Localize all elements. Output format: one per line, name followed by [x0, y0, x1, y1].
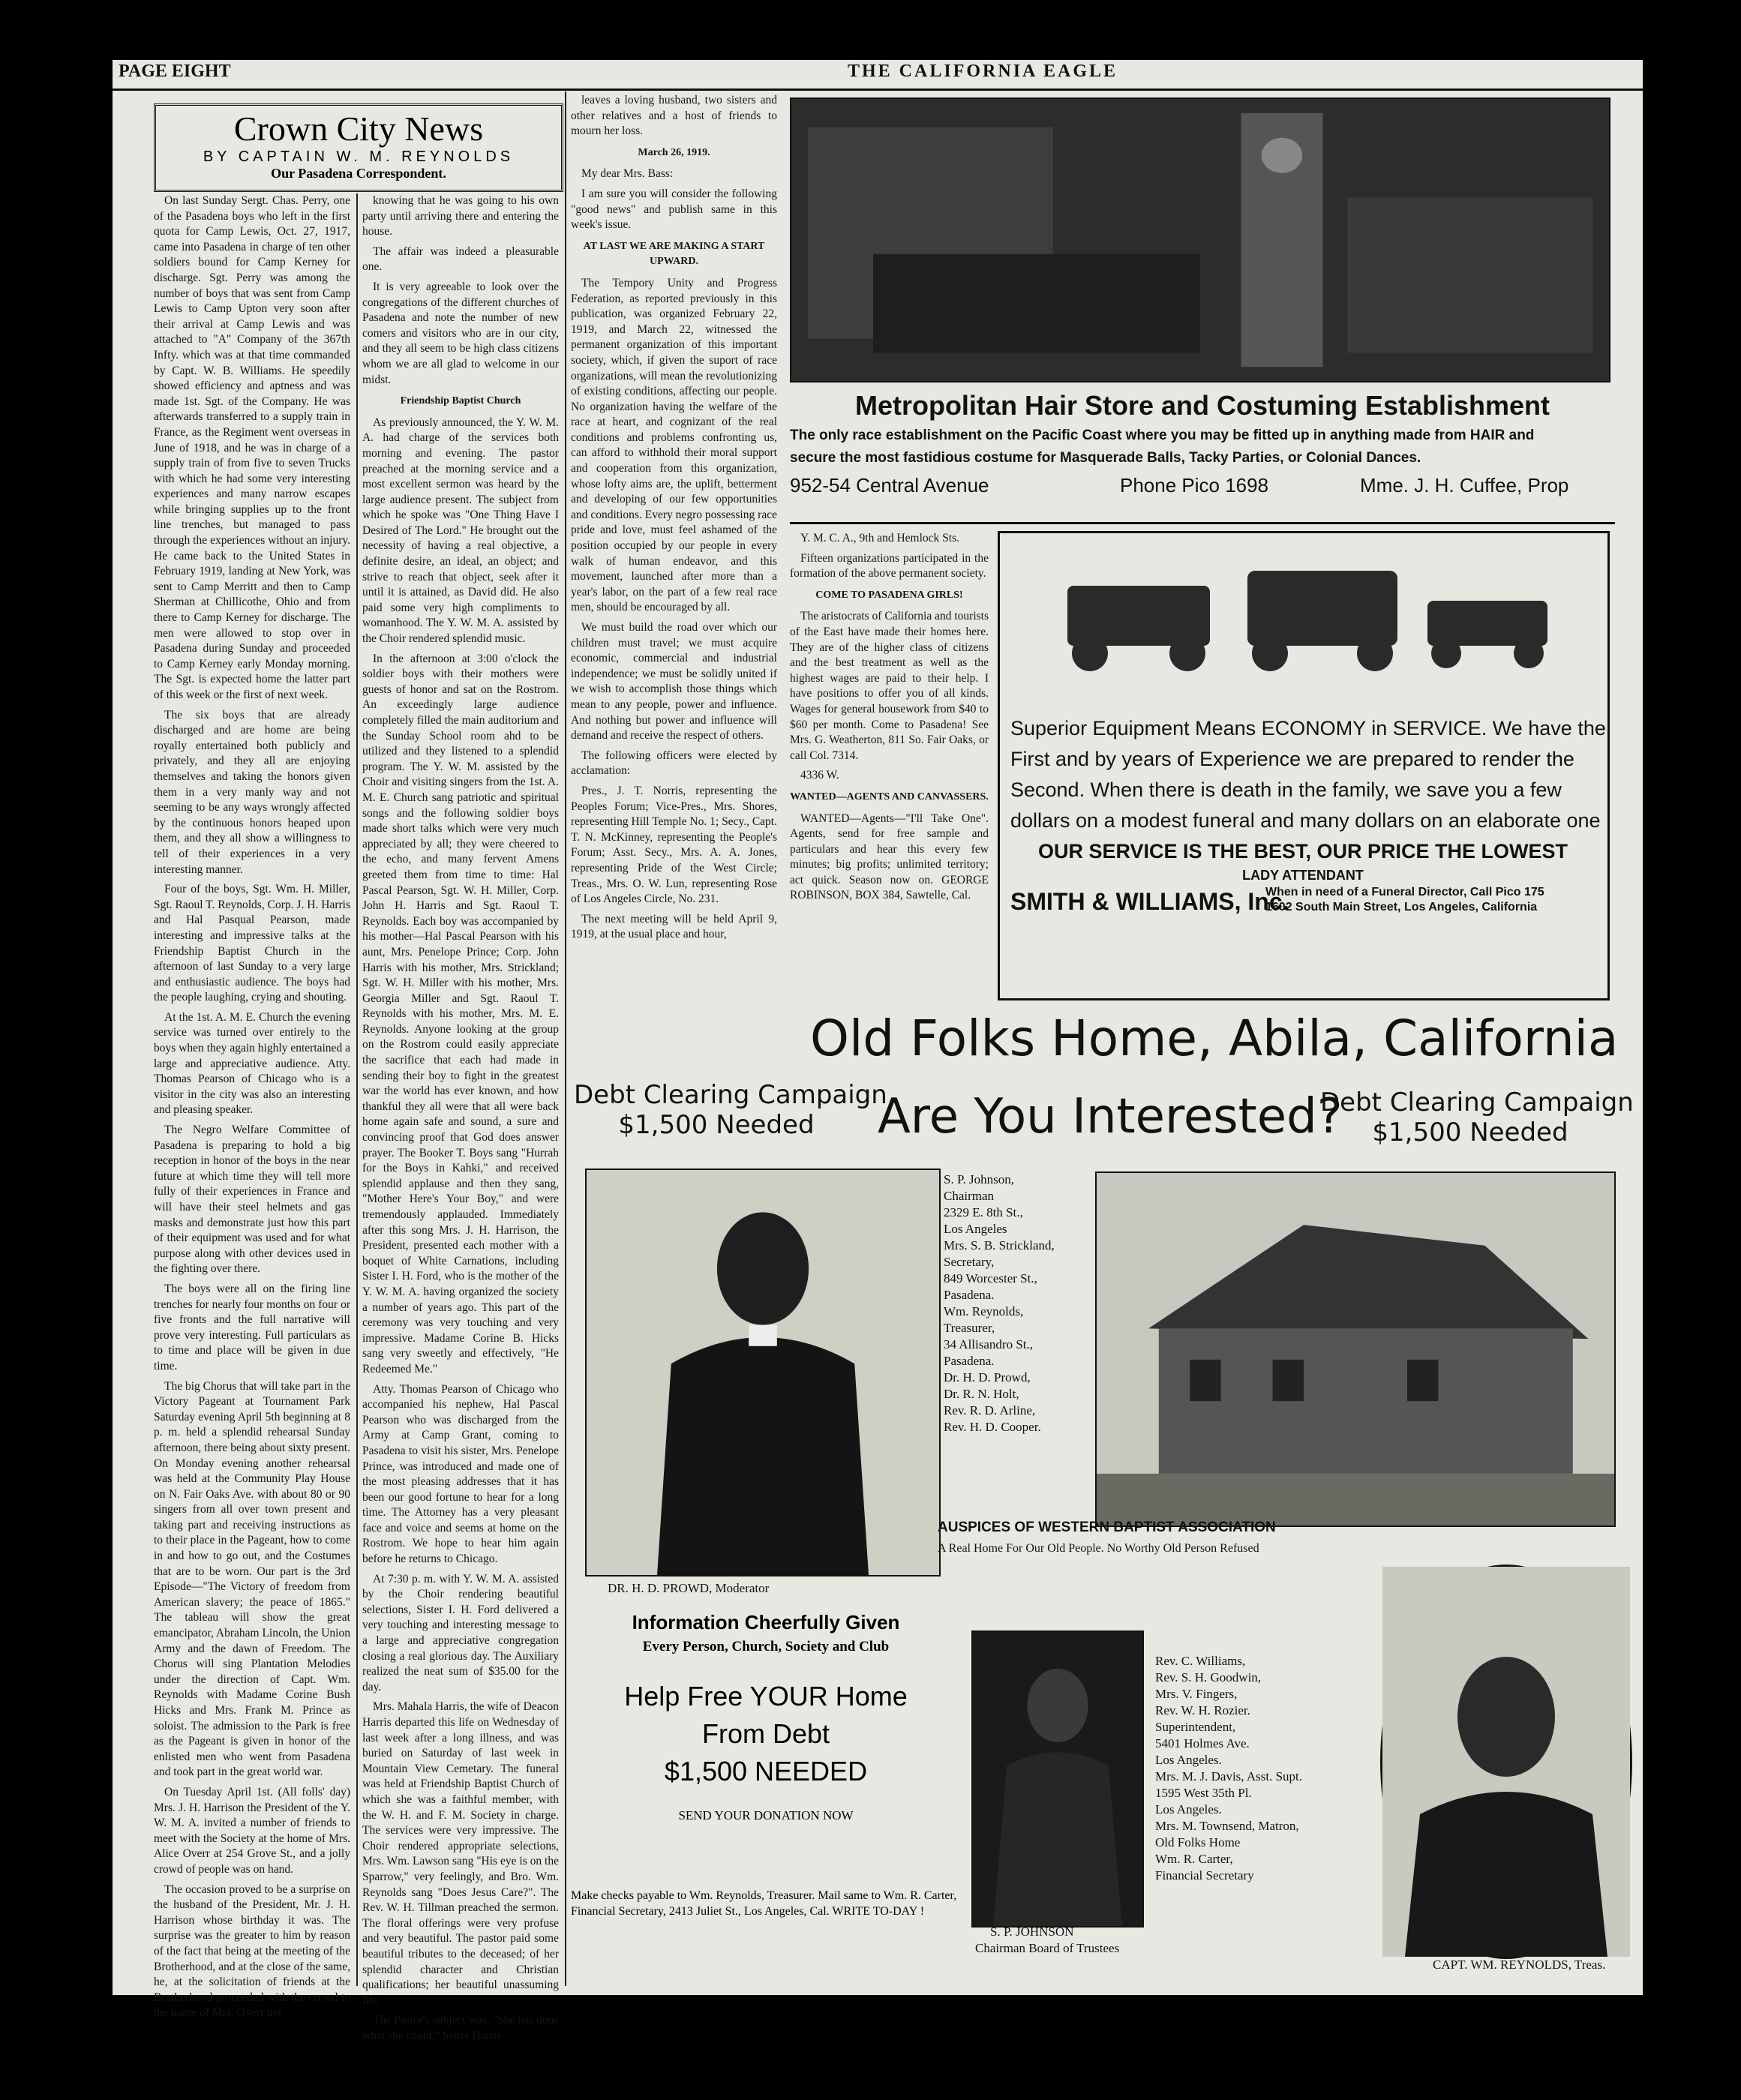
officers2-line: Los Angeles.	[1155, 1802, 1222, 1816]
automobiles-illustration	[1000, 541, 1600, 691]
officers-list-1	[944, 1172, 1109, 1436]
campaign-right	[1320, 1088, 1634, 1148]
col2-paragraph: Friendship Baptist Church	[400, 395, 521, 407]
prowd-portrait	[585, 1168, 941, 1576]
col3-paragraph: My dear Mrs. Bass:	[581, 167, 674, 181]
header-rule	[113, 88, 1643, 91]
officers1-line: Mrs. S. B. Strickland,	[944, 1238, 1055, 1252]
are-you-interested: Are You Interested?	[878, 1089, 1343, 1144]
campaign-left-line-1: Debt Clearing Campaign	[574, 1080, 887, 1110]
johnson-portrait	[971, 1630, 1144, 1928]
campaign-right-line-2: $1,500 Needed	[1372, 1118, 1568, 1148]
col4-paragraph: Y. M. C. A., 9th and Hemlock Sts.	[800, 532, 959, 544]
help-line-1: Help Free YOUR Home	[624, 1681, 908, 1712]
hair-store-proprietor: Mme. J. H. Cuffee, Prop	[1360, 474, 1569, 496]
col1-paragraph: The six boys that are already discharged and are home are being royally entertained both publicly and privately, and they all are enjoying themselves and taking the honors given them in a very manly way and not seeming to be any ways wrongly affected by the continuous honors heaped upon them, and they all show a willingness to tell of their experiences in a very interesting manner.	[154, 708, 350, 876]
col2-paragraph: The Pastor's subject was, "She has done what she could." Sister Harris	[362, 2014, 559, 2042]
funeral-ad-firm: SMITH & WILLIAMS, Inc.	[1010, 888, 1289, 915]
reynolds-caption: CAPT. WM. REYNOLDS, Treas.	[1433, 1958, 1606, 1972]
page-number: PAGE EIGHT	[119, 62, 231, 81]
funeral-ad-address: 1602 South Main Street, Los Angeles, California	[1265, 901, 1538, 914]
funeral-director-ad	[998, 531, 1610, 1000]
col3-paragraph: The following officers were elected by acclamation:	[571, 748, 777, 778]
funeral-ad-line-1: Superior Equipment Means ECONOMY in SERVICE. We have the	[1010, 717, 1606, 740]
hair-store-address: 952-54 Central Avenue	[790, 474, 989, 496]
officers2-line: Rev. C. Williams,	[1155, 1654, 1246, 1668]
col1-paragraph: The big Chorus that will take part in the Victory Pageant at Tournament Park Saturday evening April 5th beginning at 8 p. m. held a splendid rehearsal Sunday afternoon, there being about sixty present. On Monday evening another rehearsal was held at the Community Play House on N. Fair Oaks Ave. with about 80 or 90 singers from all over town present and taking part and receiving instructions as to their place in the Pageant, how to come in and how to go out, and the Costumes that are to be worn. Our part is the 3rd Episode—"The Victory of freedom from American slavery; the peace of 1865." The tableau will show the great emancipator, Abraham Lincoln, the Union Army and the dawn of Freedom. The Chorus will sing Plantation Melodies under the direction of Capt. Wm. Reynolds with Madame Corine Bush Hicks and Mrs. Frank M. Prince as soloist. The admission to the Park is free as the Pageant is given in honor of the enlisted men who went from Pasadena and took part in the great world war.	[154, 1379, 350, 1779]
officers1-line: 849 Worcester St.,	[944, 1271, 1037, 1286]
auspices: AUSPICES OF WESTERN BAPTIST ASSOCIATION	[938, 1520, 1276, 1535]
page-header	[113, 60, 1643, 87]
johnson-caption-name: S. P. JOHNSON	[990, 1924, 1074, 1939]
masthead-name: THE CALIFORNIA EAGLE	[848, 62, 1118, 81]
hair-store-phone: Phone Pico 1698	[1120, 474, 1269, 496]
officers2-line: Financial Secretary	[1155, 1868, 1254, 1882]
funeral-ad-line-3: Second. When there is death in the family, we save you a few	[1010, 778, 1562, 801]
officers2-line: Mrs. M. J. Davis, Asst. Supt.	[1155, 1769, 1303, 1784]
officers2-line: Rev. W. H. Rozier.	[1155, 1703, 1250, 1718]
info-line-2: Every Person, Church, Society and Club	[642, 1639, 890, 1654]
officers1-line: Wm. Reynolds,	[944, 1304, 1024, 1318]
funeral-ad-call: When in need of a Funeral Director, Call Pico 175	[1265, 886, 1544, 898]
col3-paragraph: We must build the road over which our children must travel; we must acquire economic, commercial and industrial independence; we must be solidly united if we wish to accomplish those things which mean to any people, power and influence. And nothing but power and influence will demand and receive the respect of others.	[571, 621, 777, 742]
hair-store-ad	[790, 390, 1615, 500]
officers1-line: 2329 E. 8th St.,	[944, 1205, 1023, 1220]
col3-paragraph: Pres., J. T. Norris, representing the Peoples Forum; Vice-Pres., Mrs. Shores, representing Hill Temple No. 1; Secy., Capt. T. N. McKinney, representing the People's Forum; Asst. Secy., Mrs. A. A. Jones, representing Pride of the West Circle; Treas., Mrs. O. W. Lun, representing Rose of Los Angeles Circle, No. 231.	[571, 784, 777, 906]
col1-paragraph: On Tuesday April 1st. (All folls' day) Mrs. J. H. Harrison the President of the Y. W. M. A. invited a number of friends to meet with the Society at the home of Mrs. Alice Overr at 254 Grove St., and a jolly crowd of people was on hand.	[154, 1785, 350, 1876]
column-3-text	[571, 93, 777, 1000]
col3-paragraph: The Tempory Unity and Progress Federation, as reported previously in this publication, was organized February 22, 1919, and March 22, witnessed the permanent organization of this important society, which, if given the suport of race organizations, will mean the revolutionizing of existing conditions, affecting our people. No organization having the welfare of the race at heart, and cognizant of the real conditions and problems confronting us, can afford to withhold their moral support and cooperation from this organization, whose lofty aims are, the uplift, betterment and developing of our few opportunities and conditions. Every negro possessing race pride and love, must feel ashamed of the position occupied by our people in every walk of human endeavor, and this movement, launched after more than a year's labor, on the part of a few real race men, should be encouraged by all.	[571, 276, 777, 614]
tagline: A Real Home For Our Old People. No Worthy Old Person Refused	[938, 1542, 1259, 1555]
officers2-line: 5401 Holmes Ave.	[1155, 1736, 1250, 1750]
prowd-caption: DR. H. D. PROWD, Moderator	[608, 1581, 770, 1595]
col3-paragraph: The next meeting will be held April 9, 1919, at the usual place and hour,	[571, 912, 777, 941]
col1-paragraph: The boys were all on the firing line trenches for nearly four months on four or five fronts and the full narrative will prove very interesting. Full particulars as to time and place will be given in due time.	[154, 1282, 350, 1372]
hair-store-line-2: secure the most fastidious costume for Masquerade Balls, Tacky Parties, or Colonial Dances.	[790, 450, 1421, 466]
campaign-left	[574, 1080, 887, 1140]
col1-paragraph: At the 1st. A. M. E. Church the evening service was turned over entirely to the boys when they again highly entertained a large and appreciative audience. Atty. Thomas Pearson of Chicago who is a visitor in the city was also an interesting and pleasing speaker.	[154, 1010, 350, 1117]
campaign-left-line-2: $1,500 Needed	[618, 1110, 815, 1140]
officers1-line: Pasadena.	[944, 1288, 995, 1302]
column-title-box	[154, 104, 563, 192]
col4-paragraph: COME TO PASADENA GIRLS!	[815, 589, 963, 601]
col4-paragraph: WANTED—Agents—"I'll Take One". Agents, send for free sample and particulars and hear this every few minutes; big profits; unlimited territory; act quick. Season now on. GEORGE ROBINSON, BOX 384, Sawtelle, Cal.	[790, 812, 989, 902]
column-byline: BY CAPTAIN W. M. REYNOLDS	[203, 148, 515, 165]
col3-paragraph: leaves a loving husband, two sisters and other relatives and a host of friends to mourn her loss.	[571, 94, 777, 138]
column-title: Crown City News	[233, 110, 484, 148]
officers1-line: Dr. H. D. Prowd,	[944, 1370, 1031, 1384]
col2-paragraph: In the afternoon at 3:00 o'clock the soldier boys with their mothers were guests of honor and sat on the Rostrom. An exceedingly large audience completely filled the main auditorium and the Sunday School room ahd to be utilized and they listened to a splendid program. The Y. W. M. assisted by the Choir and visiting singers from the 1st. A. M. E. Church sang patriotic and spiritual songs and the following soldier boys made short talks which were very much appreciated by all; they were cheered to the echo, and many fervent Amens greeted them from time to time: Hal Pascal Pearson, Sgt. W. H. Miller, Corp. John H. Harris and Sgt. Raoul T. Reynolds. Each boy was accompanied by his mother—Hal Pascal Pearson with his aunt, Mrs. Penelope Prince; Corp. John Harris with his mother, Mrs. Strickland; Sgt. W. H. Miller with his mother, Mrs. Georgia Miller and Sgt. Raoul T. Reynolds with his mother, Mrs. M. E. Reynolds. Anyone looking at the group on the Rostrom could easily appreciate the sacrifice that each had made in sending their boy to fight in the greatest war the world has ever known, and how thankful they all were that all were back home again safe and sound, a sure and convincing proof that God does answer prayer. The Booker T. Boys sang "Hurrah for the Boys in Kahki," and received splendid applause and then they sang, "Mother Here's Your Boy," and were tremendously applauded. Immediately after this song Mrs. J. H. Harrison, the President, presented each mother with a boquet of White Carnations, including Sister I. H. Ford, who is the mother of the Y. W. M. A. having organized the society a number of years ago. This part of the ceremony was very touching and very impressive. Madame Corine B. Hicks sang very sweetly and effectively, "He Redeemed Me."	[362, 652, 559, 1376]
col3-paragraph: March 26, 1919.	[638, 146, 710, 158]
officers1-line: Secretary,	[944, 1255, 995, 1269]
officers1-line: S. P. Johnson,	[944, 1172, 1015, 1186]
col4-paragraph: 4336 W.	[800, 769, 839, 782]
col2-paragraph: It is very agreeable to look over the congregations of the different churches of Pasadena and note the number of new comers and visitors who are in our city, and they all seem to be high class citizens whom we are all glad to welcome in our midst.	[362, 280, 559, 386]
johnson-caption-title: Chairman Board of Trustees	[975, 1941, 1120, 1955]
column-subtitle: Our Pasadena Correspondent.	[271, 166, 446, 181]
col4-paragraph: Fifteen organizations participated in the formation of the above permanent society.	[790, 551, 989, 580]
officers2-line: Superintendent,	[1155, 1720, 1236, 1734]
hair-store-line-1: The only race establishment on the Pacific Coast where you may be fitted up in anything made from HAIR and	[790, 428, 1535, 443]
col2-paragraph: knowing that he was going to his own party until arriving there and entering the house.	[362, 194, 559, 238]
help-line-3: $1,500 NEEDED	[664, 1756, 868, 1786]
funeral-ad-attendant: LADY ATTENDANT	[1242, 868, 1364, 883]
officers2-line: Mrs. M. Townsend, Matron,	[1155, 1819, 1299, 1833]
old-folks-headline: Old Folks Home, Abila, California	[810, 1010, 1619, 1067]
newspaper-page	[113, 60, 1643, 2042]
officers2-line: Rev. S. H. Goodwin,	[1155, 1670, 1262, 1684]
col2-paragraph: Mrs. Mahala Harris, the wife of Deacon Harris departed this life on Wednesday of last week after a long illness, and was buried on Saturday of last week in Mountain View Cemetary. The funeral was held at Friendship Baptist Church of which she was a faithful member, with the W. H. and F. M. Society in charge. The services were very impressive. The Choir rendered appropriate selections, Mrs. Wm. Lawson sang "His eye is on the Sparrow," very feelingly, and Bro. Wm. Reynolds sang "Does Jesus Care?". The Rev. W. H. Tillman preached the sermon. The floral offerings were very profuse and very beautiful. The pastor paid some beautiful tributes to the deceased; of her splendid character and Christian qualifications; her beautiful unassuming life.	[362, 1700, 559, 2007]
officers1-line: Pasadena.	[944, 1354, 995, 1368]
col1-paragraph: The occasion proved to be a surprise on the husband of the President, Mr. J. H. Harrison whose birthday it was. The surprise was the greater to him by reason of the fact that being at the meeting of the Brotherhood, and at the close of the same, he, at the solicitation of friends at the Brotherhood proceeded with the crowd to the home of Mrs. Overr not	[154, 1882, 350, 2020]
officers2-line: Wm. R. Carter,	[1155, 1852, 1233, 1866]
col2-paragraph: The affair was indeed a pleasurable one.	[362, 244, 559, 274]
funeral-ad-line-5: OUR SERVICE IS THE BEST, OUR PRICE THE LOWEST	[1037, 840, 1568, 862]
officers1-line: Rev. H. D. Cooper.	[944, 1420, 1041, 1434]
column-rule	[565, 92, 566, 1986]
checks-payable: Make checks payable to Wm. Reynolds, Treasurer. Mail same to Wm. R. Carter, Financial Secretary, 2413 Juliet St., Los Angeles, Cal. WRITE TO-DAY !	[571, 1889, 957, 1918]
funeral-ad-line-2: First and by years of Experience we are prepared to render the	[1010, 748, 1574, 770]
col3-paragraph: AT LAST WE ARE MAKING A START UPWARD.	[583, 240, 765, 268]
officers1-line: Rev. R. D. Arline,	[944, 1403, 1036, 1418]
store-interior-photo	[790, 98, 1610, 382]
hair-store-title: Metropolitan Hair Store and Costuming Establishment	[854, 390, 1550, 421]
col1-paragraph: On last Sunday Sergt. Chas. Perry, one of the Pasadena boys who left in the first quota for Camp Lewis, Oct. 27, 1917, came into Pasadena in charge of ten other soldiers bound for Camp Kerney for discharge. Sgt. Perry was among the number of boys that was sent from Camp Lewis to Camp Upton very soon after their arrival at Camp Lewis and was attached to "A" Company of the 367th Infty. which was at that time commanded by Capt. W. B. Williams. He speedily showed efficiency and aptness and was made 1st. Sgt. of the Company. He was afterwards transferred to a supply train in France, as the Regiment went overseas in June of 1918, and he was in charge of a supply train of from five to seven Trucks with which he had some very interesting experiences and many narrow escapes while bringing supplies up to the front line trenches, but managed to pass through the experiences without an injury. He came back to the United States in February 1919, landing at New York, was sent to Camp Merritt and then to Camp Sherman at Chillicothe, Ohio and from there to Camp Kerney for discharge. The men were allowed to stop over in Pasadena during Sunday and proceeded to Camp Kerney early Monday morning. The Sgt. is expected home the latter part of this week or the first of next week.	[154, 194, 350, 701]
officers1-line: Treasurer,	[944, 1321, 995, 1335]
reynolds-oval-portrait	[1380, 1564, 1632, 1959]
officers1-line: 34 Allisandro St.,	[944, 1337, 1034, 1352]
help-line-2: From Debt	[701, 1718, 830, 1749]
col1-paragraph: The Negro Welfare Committee of Pasadena is preparing to hold a big reception in honor of the boys in the near future at which time they will tell more fully of their experiences in France and will have their steel helmets and gas masks and demonstrate just how this part of their equipment was used and for what purpose along with other devices used in the fighting over there.	[154, 1124, 350, 1276]
col2-paragraph: At 7:30 p. m. with Y. W. M. A. assisted by the Choir rendering beautiful selections, Sister I. H. Ford delivered a very touching and interesting message to a large and appreciative congregation closing a real glorious day. The Auxiliary realized the neat sum of $35.00 for the day.	[362, 1572, 559, 1694]
officers1-line: Los Angeles	[944, 1222, 1007, 1236]
column-rule	[356, 194, 358, 1986]
col4-paragraph: WANTED—AGENTS AND CANVASSERS.	[790, 790, 989, 802]
column-2-text	[362, 194, 559, 2042]
officers1-line: Chairman	[944, 1189, 995, 1203]
officers2-line: Los Angeles.	[1155, 1753, 1222, 1767]
column-4-text	[790, 531, 989, 1018]
column-1-text	[154, 194, 350, 2020]
campaign-right-line-1: Debt Clearing Campaign	[1320, 1088, 1634, 1118]
col3-paragraph: I am sure you will consider the following "good news" and publish same in this week's issue.	[571, 187, 777, 232]
ad-rule	[790, 522, 1615, 524]
col2-paragraph: As previously announced, the Y. W. M. A. had charge of the services both morning and evening. The pastor preached at the morning service and a most excellent sermon was heard by the large audience present. The subject from which he spoke was "One Thing Have I Desired of The Lord." He brought out the necessity of having a real objective, a definite desire, an ideal, an object; and strive to reach that object, seek after it until it is attained, as David did. He also paid some very high compliments to womanhood. The Y. W. M. A. assisted by the Choir rendered splendid music.	[362, 416, 559, 646]
officers2-line: Old Folks Home	[1155, 1835, 1241, 1850]
officers2-line: 1595 West 35th Pl.	[1155, 1786, 1252, 1800]
col1-paragraph: Four of the boys, Sgt. Wm. H. Miller, Sgt. Raoul T. Reynolds, Corp. J. H. Harris and Hal Pasqual Pearson, made interesting and impressive talks at the Friendship Baptist Church in the afternoon of last Sunday to a very large and enthusiastic audience. The boys had the people laughing, crying and shouting.	[154, 883, 350, 1004]
old-folks-home-photo	[1095, 1172, 1616, 1527]
officers1-line: Dr. R. N. Holt,	[944, 1387, 1019, 1401]
funeral-ad-line-4: dollars on a modest funeral and many dollars on an elaborate one	[1010, 809, 1601, 832]
officers-list-2	[1155, 1653, 1380, 1884]
info-line-1: Information Cheerfully Given	[632, 1611, 900, 1634]
col2-paragraph: Atty. Thomas Pearson of Chicago who accompanied his nephew, Hal Pascal Pearson who was discharged from the Army at Camp Grant, coming to Pasadena to visit his sister, Mrs. Penelope Prince, was introduced and made one of the most pleasing addresses that it has been our good fortune to hear for a long time. The Attorney has a very pleasant face and voice and seems at home on the Rostrom. We hope to hear him again before he returns to Chicago.	[362, 1382, 559, 1566]
send-donation: SEND YOUR DONATION NOW	[678, 1808, 854, 1822]
col4-paragraph: The aristocrats of California and tourists of the East have made their homes here. They are of the higher class of citizens and the best treatment as well as the highest wages are paid to their help. I have positions to offer you of all kinds. Wages for general housework from $40 to $60 per month. Come to Pasadena! See Mrs. G. Weatherton, 811 So. Fair Oaks, or call Col. 7314.	[790, 610, 989, 762]
donation-box	[571, 1611, 961, 1986]
officers2-line: Mrs. V. Fingers,	[1155, 1687, 1238, 1701]
